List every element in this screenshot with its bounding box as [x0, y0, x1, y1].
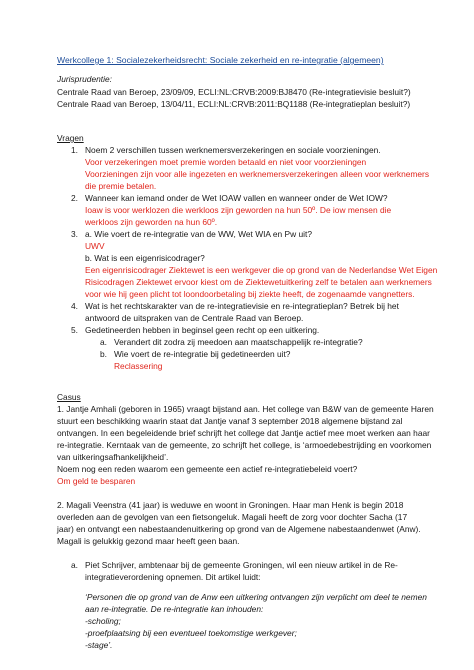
jurisprudence-item: Centrale Raad van Beroep, 13/04/11, ECLI:NL:CRVB:2011:BQ1188 (Re-integratieplan besluit?)	[57, 99, 411, 109]
question-number: 5.	[71, 325, 78, 335]
casus-line: Magali is gelukkig gezond maar heeft geen baan.	[57, 536, 240, 546]
sub-letter: b.	[100, 349, 107, 359]
quote-line: ‘Personen die op grond van de Anw een uitkering ontvangen zijn verplicht om deel te nemen	[85, 592, 427, 602]
question-number: 3.	[71, 229, 78, 239]
question-5a: Verandert dit zodra zij meedoen aan maatschappelijk re-integratie?	[114, 337, 363, 347]
answer-line: Om geld te besparen	[57, 476, 136, 486]
casus-heading: Casus	[57, 392, 81, 402]
answer-line: Een eigenrisicodrager Ziektewet is een werkgever die op grond van de Nederlandse Wet Eigen	[85, 265, 438, 275]
question-5b: Wie voert de re-integratie bij gedetineerden uit?	[114, 349, 291, 359]
casus-line: ontvangen. In een begeleidende brief schrijft het college dat Jantje actief mee moet werken aan haar	[57, 428, 430, 438]
question-4: Wat is het rechtskarakter van de re-integratievisie en re-integratieplan? Betrek bij het	[85, 301, 399, 311]
question-number: 2.	[71, 193, 78, 203]
answer-line: Voor verzekeringen moet premie worden betaald en niet voor voorzieningen	[85, 157, 367, 167]
question-3b: b. Wat is een eigenrisicodrager?	[85, 253, 205, 263]
quote-line: -stage’.	[85, 640, 113, 650]
question-4: antwoord de uitspraken van de Centrale Raad van Beroep.	[85, 313, 304, 323]
casus-line: jaar) en ontvangt een nabestaandenuitkering op grond van de Algemene nabestaandenwet (Anw).	[57, 524, 421, 534]
questions-heading: Vragen	[57, 133, 84, 143]
quote-line: aan re-integratie. De re-integratie kan inhouden:	[85, 604, 264, 614]
quote-line: -scholing;	[85, 616, 121, 626]
answer-line: UWV	[85, 241, 105, 251]
casus-line: Noem nog een reden waarom een gemeente een actief re-integratiebeleid voert?	[57, 464, 358, 474]
answer-line: Ioaw is voor werklozen die werkloos zijn geworden na hun 50º. De iow mensen die	[85, 205, 392, 215]
question-number: 4.	[71, 301, 78, 311]
answer-line: werkloos zijn geworden na hun 60º.	[85, 217, 218, 227]
answer-line: Voorzieningen zijn voor alle ingezeten en werknemersverzekeringen alleen voor werknemers	[85, 169, 430, 179]
answer-line: die premie betalen.	[85, 181, 157, 191]
jurisprudence-label: Jurisprudentie:	[57, 74, 112, 84]
casus-line: Piet Schrijver, ambtenaar bij de gemeente Groningen, wil een nieuw artikel in de Re-	[85, 560, 398, 570]
answer-line: voor wie hij geen plicht tot loondoorbetaling bij ziekte heeft, de zogenaamde vangnetters.	[85, 289, 415, 299]
answer-line: Risicodragen Ziektewet ervoor kiest om de Ziektewetuitkering zelf te betalen aan werknemers	[85, 277, 432, 287]
question-3a: a. Wie voert de re-integratie van de WW, Wet WIA en Pw uit?	[85, 229, 312, 239]
casus-line: 1. Jantje Amhali (geboren in 1965) vraagt bijstand aan. Het college van B&W van de gemeente Haren	[57, 404, 434, 414]
question-1: Noem 2 verschillen tussen werknemersverzekeringen en sociale voorzieningen.	[85, 145, 381, 155]
sub-letter: a.	[100, 337, 107, 347]
sub-letter: a.	[71, 560, 78, 570]
quote-line: -proefplaatsing bij een eventueel toekomstige werkgever;	[85, 628, 297, 638]
casus-line: stuurt een beschikking waarin staat dat Jantje vanaf 3 september 2018 algemene bijstand zal	[57, 416, 403, 426]
question-5: Gedetineerden hebben in beginsel geen recht op een uitkering.	[85, 325, 320, 335]
casus-line: overleden aan de gevolgen van een fietsongeluk. Magali heeft de zorg voor dochter Sacha (17	[57, 512, 408, 522]
casus-line: integratieverordening opnemen. Dit artikel luidt:	[85, 572, 261, 582]
casus-line: re-integratie. Kerntaak van de gemeente, zo schrijft het college, is ‘armoedebestrijding en voorkomen	[57, 440, 432, 450]
answer-line: Reclassering	[114, 361, 163, 371]
question-2: Wanneer kan iemand onder de Wet IOAW vallen en wanneer onder de Wet IOW?	[85, 193, 388, 203]
jurisprudence-item: Centrale Raad van Beroep, 23/09/09, ECLI:NL:CRVB:2009:BJ8470 (Re-integratievisie besluit?)	[57, 87, 411, 97]
casus-line: van uitkeringsafhankelijkheid’.	[57, 452, 169, 462]
casus-line: 2. Magali Veenstra (41 jaar) is weduwe en woont in Groningen. Haar man Henk is begin 2018	[57, 500, 404, 510]
question-number: 1.	[71, 145, 78, 155]
document-title: Werkcollege 1: Socialezekerheidsrecht: Sociale zekerheid en re-integratie (algemeen)	[57, 55, 384, 65]
